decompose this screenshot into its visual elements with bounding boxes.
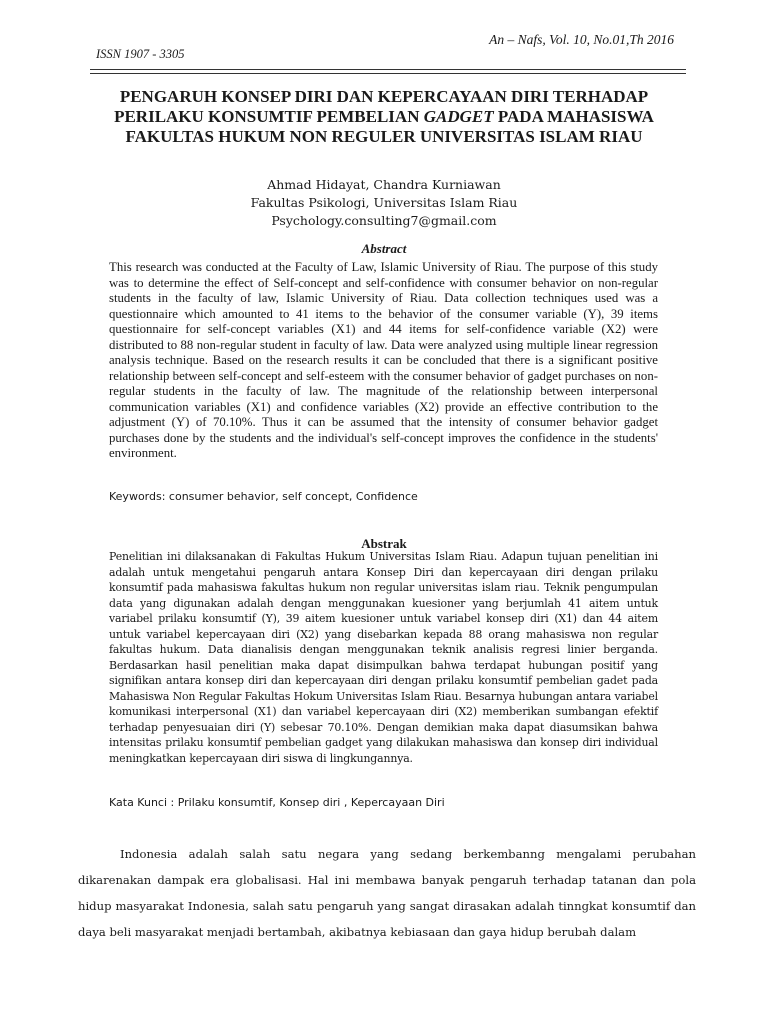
abstract-keywords: Keywords: consumer behavior, self concept, Confidence <box>109 490 418 503</box>
body-paragraph: Indonesia adalah salah satu negara yang sedang berkembanng mengalami perubahan dikarenakan dampak era globalisasi. Hal ini membawa banyak pengaruh terhadap tatanan dan pola hidup masyarakat Indonesia, salah satu pengaruh yang sangat dirasakan adalah tinngkat konsumtif dan daya beli masyarakat menjadi bertambah, akibatnya kebiasaan dan gaya hidup berubah dalam <box>78 847 696 939</box>
abstrak-keywords: Kata Kunci : Prilaku konsumtif, Konsep diri , Kepercayaan Diri <box>109 796 445 809</box>
author-email: Psychology.consulting7@gmail.com <box>271 213 497 228</box>
abstract-heading: Abstract <box>361 241 407 256</box>
issn-label: ISSN 1907 - 3305 <box>96 47 185 61</box>
abstrak-heading: Abstrak <box>361 536 407 551</box>
author-affiliation: Fakultas Psikologi, Universitas Islam Riau <box>250 195 518 210</box>
paper-title <box>80 87 688 147</box>
header-double-rule <box>90 69 686 74</box>
title-part-1: PENGARUH KONSEP DIRI DAN KEPERCAYAAN DIRI TERHADAP PERILAKU KONSUMTIF PEMBELIAN <box>114 87 649 126</box>
title-part-2: PADA MAHASISWA FAKULTAS HUKUM NON REGULER UNIVERSITAS ISLAM RIAU <box>125 107 654 146</box>
abstrak-text: Penelitian ini dilaksanakan di Fakultas Hukum Universitas Islam Riau. Adapun tujuan penelitian ini adalah untuk mengetahui pengaruh antara Konsep Diri dan kepercayaan diri dengan prilaku konsumtif pada mahasiswa fakultas hukum non regular universitas islam riau. Teknik pengumpulan data yang digunakan adalah dengan menggunakan kuesioner yang berjumlah 41 aitem untuk variabel prilaku konsumtif (Y), 39 aitem kuesioner untuk variabel konsep diri (X1) dan 44 aitem untuk variabel kepercayaan diri (X2) yang disebarkan kepada 88 orang mahasiswa non regular fakultas hukum. Data dianalisis dengan menggunakan teknik analisis regresi linier berganda. Berdasarkan hasil penelitian maka dapat disimpulkan bahwa terdapat hubungan positif yang signifikan antara konsep diri dan kepercayaan diri dengan prilaku konsumtif pembelian gadet pada Mahasiswa Non Regular Fakultas Hokum Universitas Islam Riau. Besarnya hubungan antara variabel komunikasi interpersonal (X1) dan variabel kepercayaan diri (X2) memberikan sumbangan efektif terhadap penyesuaian diri (Y) sebesar 70.10%. Dengan demikian maka dapat diasumsikan bahwa intensitas prilaku konsumtif pembelian gadget yang dilakukan mahasiswa dan konsep diri individual meningkatkan kepercayaan diri siswa di lingkungannya. <box>109 550 658 765</box>
abstract-text: This research was conducted at the Faculty of Law, Islamic University of Riau. The purpose of this study was to determine the effect of Self-concept and self-confidence with consumer behavior on non-regular students in the faculty of law, Islamic University of Riau. Data collection techniques used was a questionnaire which amounted to 41 items to the behavior of the consumer variable (Y), 39 items questionnaire for self-concept variables (X1) and 44 items for self-confidence variable (X2) were distributed to 88 non-regular student in faculty of law. Data were analyzed using multiple linear regression analysis technique. Based on the research results it can be concluded that there is a significant positive relationship between self-concept and self-esteem with the consumer behavior of gadget purchases on non-regular students in the faculty of law. The magnitude of the relationship between interpersonal communication variables (X1) and confidence variables (X2) provide an effective contribution to the adjustment (Y) of 70.10%. Thus it can be assumed that the intensity of consumer behavior gadget purchases done by the students and the individual's self-concept improves the confidence in the students' environment. <box>109 260 658 460</box>
author-block <box>100 176 668 230</box>
author-names: Ahmad Hidayat, Chandra Kurniawan <box>267 177 501 192</box>
title-gadget-italic: GADGET <box>423 107 494 126</box>
journal-citation: An – Nafs, Vol. 10, No.01,Th 2016 <box>489 32 674 47</box>
